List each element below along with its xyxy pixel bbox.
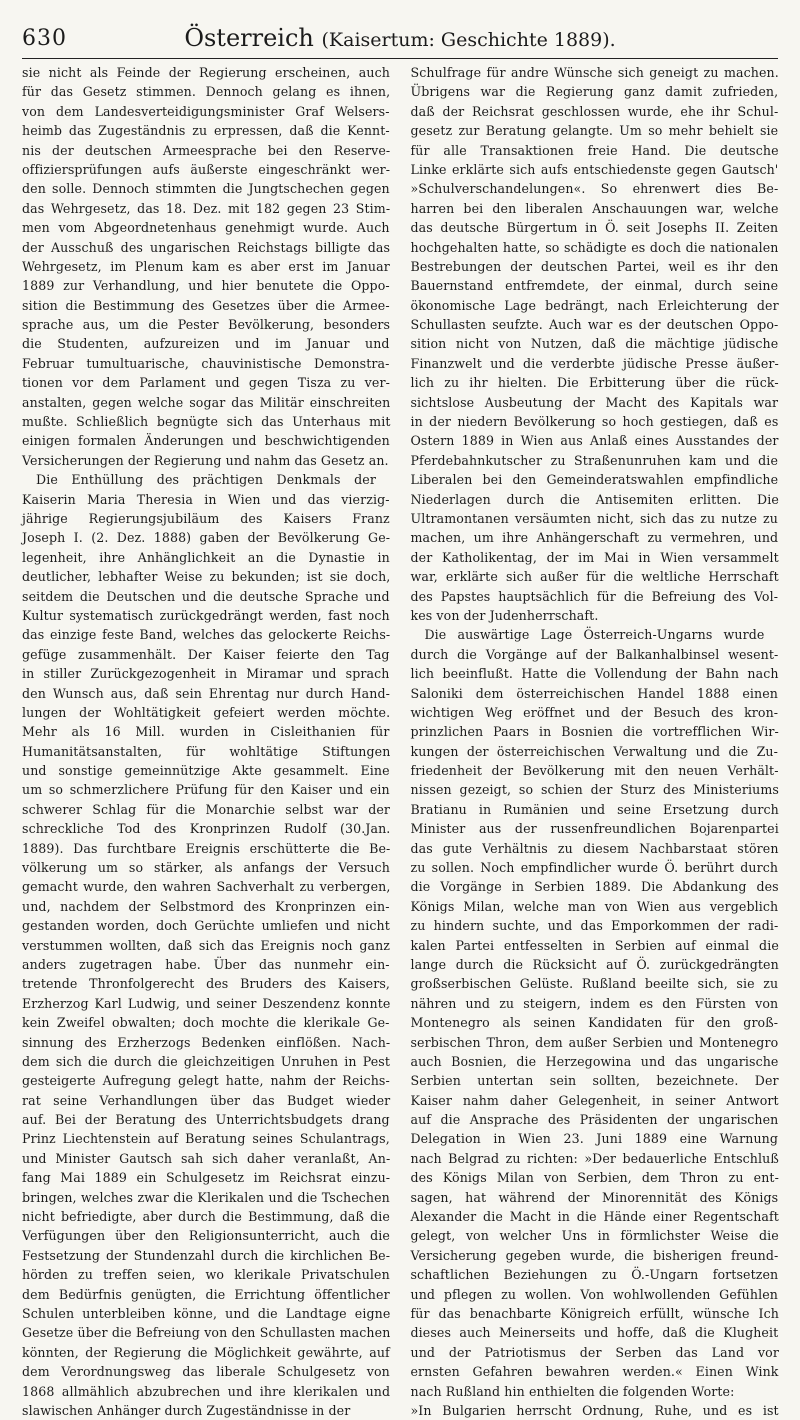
text-line: lich zu ihr hielten. Die Erbitterung über die rück- — [410, 375, 779, 391]
text-line: Schulen unterbleiben könne, und die Landtage eigne — [22, 1306, 391, 1321]
text-line: Gesetze über die Befreiung von den Schullasten machen — [22, 1325, 391, 1341]
text-line: Kaiser nahm daher Gelegenheit, in seiner Antwort — [410, 1092, 779, 1108]
text-line: Ultramontanen versäumten nicht, sich das zu nutze zu — [410, 510, 778, 526]
text-line: Erzherzog Karl Ludwig, und seiner Deszendenz konnte — [22, 995, 391, 1011]
text-line: Kultur systematisch zurückgedrängt werden, fast noch — [22, 607, 390, 623]
text-line: »Schulverschandelungen«. So ehrenwert dies Be- — [410, 181, 779, 197]
text-line: um so schmerzlichere Prüfung für den Kaiser und ein — [22, 782, 390, 798]
text-line: kungen der österreichischen Verwaltung und die Zu- — [410, 743, 778, 759]
text-line: kalen Partei entfesselten in Serbien auf einmal die — [410, 937, 779, 953]
text-line: Verfügungen über den Religionsunterricht, auch die — [22, 1228, 390, 1244]
text-line: serbischen Thron, dem außer Serbien und Montenegro — [410, 1034, 779, 1050]
right-column — [410, 63, 779, 1418]
text-line: sagen, hat während der Minorennität des Königs — [410, 1189, 779, 1205]
text-line: Versicherungen der Regierung und nahm das Gesetz an. — [22, 452, 389, 468]
text-line: lich beeinflußt. Hatte die Vollendung der Bahn nach — [410, 666, 779, 682]
text-line: gelegt, von welcher Uns in förmlichster Weise die — [410, 1228, 779, 1244]
text-line: Liberalen bei den Gemeinderatswahlen empfindliche — [410, 472, 779, 488]
text-line: des Papstes hauptsächlich für die Befreiung des Vol- — [410, 588, 779, 604]
text-line: in der niedern Bevölkerung so hoch gestiegen, daß es — [410, 414, 779, 430]
text-line: legenheit, ihre Anhänglichkeit an die Dynastie in — [22, 549, 390, 565]
text-line: und sonstige gemeinnützige Akte gesammelt. Eine — [22, 763, 390, 779]
text-line: anders zugetragen habe. Über das nunmehr ein- — [22, 956, 390, 972]
text-line: von dem Landesverteidigungsminister Graf Welsers- — [22, 103, 390, 119]
text-line: bringen, welches zwar die Klerikalen und die Tschechen — [22, 1189, 390, 1205]
text-line: sprache aus, um die Pester Bevölkerung, besonders — [22, 317, 391, 333]
text-line: gestanden worden, doch Gerüchte umliefen und nicht — [22, 918, 390, 934]
text-line: sie nicht als Feinde der Regierung erscheinen, auch — [22, 65, 390, 80]
text-line: für alle Transaktionen freie Hand. Die deutsche — [410, 142, 779, 158]
text-line: Pferdebahnkutscher zu Straßenunruhen kam und die — [410, 452, 778, 468]
text-line: dem Bedürfnis genügten, die Errichtung öffentlicher — [22, 1286, 390, 1302]
text-line: für das benachbarte Königreich erfüllt, wünsche Ich — [410, 1306, 779, 1321]
text-line: jährige Regierungsjubiläum des Kaisers Franz — [22, 510, 390, 526]
text-line: deutlicher, lebhafter Weise zu bekunden; ist sie doch, — [22, 569, 391, 585]
text-line: fang Mai 1889 ein Schulgesetz im Reichsrat einzu- — [22, 1170, 391, 1186]
text-line: men vom Abgeordnetenhaus genehmigt wurde. Auch — [22, 220, 390, 236]
text-line: seitdem die Deutschen und die deutsche Sprache und — [22, 588, 390, 604]
text-line: durch die Vorgänge auf der Balkanhalbinsel wesent- — [410, 646, 779, 662]
text-line: dem sich die durch die gleichzeitigen Unruhen in Pest — [22, 1053, 390, 1069]
text-line: Bratianu in Rumänien und seine Ersetzung durch — [410, 801, 779, 817]
text-line: wichtigen Weg eröffnet und der Besuch des kron- — [410, 704, 779, 720]
text-line: friedenheit der Bevölkerung mit den neuen Verhält- — [410, 763, 779, 779]
text-line: lange durch die Rücksicht auf Ö. zurückgedrängten — [410, 956, 779, 972]
text-line: völkerung um so stärker, als anfangs der Versuch — [22, 860, 390, 876]
text-line: Februar tumultuarische, chauvinistische Demonstra- — [22, 355, 390, 371]
text-line: sichtslose Ausbeutung der Macht des Kapitals war — [410, 394, 779, 410]
text-line: Humanitätsanstalten, für wohltätige Stiftungen — [22, 743, 391, 759]
text-line: »In Bulgarien herrscht Ordnung, Ruhe, und es ist — [410, 1402, 779, 1418]
text-line: sition nicht von Nutzen, daß die mächtige jüdische — [410, 336, 779, 352]
text-line: prinzlichen Paars in Bosnien die vortrefflichen Wir- — [410, 724, 779, 740]
text-line: das deutsche Bürgertum in Ö. seit Josephs II. Zeiten — [410, 220, 779, 236]
text-line: Die auswärtige Lage Österreich-Ungarns wurde — [424, 627, 765, 643]
text-line: einigen formalen Änderungen und beschwichtigenden — [22, 433, 390, 449]
text-line: Finanzwelt und die verderbte jüdische Presse äußer- — [410, 355, 779, 371]
text-line: Die Enthüllung des prächtigen Denkmals der — [36, 472, 376, 488]
text-line: ernsten Gefahren bewahren werden.« Einen Wink — [410, 1364, 779, 1380]
text-line: zu hindern suchte, und das Emporkommen der radi- — [410, 918, 779, 934]
text-line: könnten, der Regierung die Möglichkeit gewährte, auf — [22, 1344, 390, 1360]
text-line: und, nachdem der Selbstmord des Kronprinzen ein- — [22, 898, 390, 914]
text-line: Kaiserin Maria Theresia in Wien und das vierzig- — [22, 491, 390, 507]
text-line: hochgehalten hatte, so schädigte es doch die nationalen — [410, 239, 779, 255]
text-line: gesteigerte Aufregung gelegt hatte, nahm der Reichs- — [22, 1073, 390, 1089]
text-line: dieses auch Meinerseits und hoffe, daß die Klugheit — [410, 1325, 779, 1341]
text-line: Joseph I. (2. Dez. 1888) gaben der Bevölkerung Ge- — [22, 530, 391, 546]
text-line: Alexander die Macht in die Hände einer Regentschaft — [410, 1209, 779, 1225]
text-line: auf. Bei der Beratung des Unterrichtsbudgets drang — [22, 1112, 390, 1128]
text-line: Serbien untertan sein sollten, bezeichnete. Der — [410, 1073, 779, 1089]
left-column — [22, 63, 391, 1418]
text-columns — [22, 63, 779, 1418]
text-line: Niederlagen durch die Antisemiten erlitten. Die — [410, 491, 779, 507]
text-line: die Vorgänge in Serbien 1889. Die Abdankung des — [410, 879, 779, 895]
text-line: des Königs Milan von Serbien, dem Thron zu ent- — [410, 1170, 779, 1186]
text-line: war, erklärte sich außer für die weltliche Herrschaft — [410, 569, 779, 585]
text-line: Versicherung gegeben wurde, die bisherigen freund- — [410, 1247, 779, 1263]
text-line: 1889). Das furchtbare Ereignis erschütterte die Be- — [22, 840, 391, 856]
text-line: großserbischen Gelüste. Rußland beeilte sich, sie zu — [410, 976, 779, 992]
text-line: schaftlichen Beziehungen zu Ö.-Ungarn fortsetzen — [410, 1267, 779, 1283]
text-line: Mehr als 16 Mill. wurden in Cisleithanien für — [22, 724, 390, 740]
text-line: sinnung des Erzherzogs Bedenken einflößen. Nach- — [22, 1034, 391, 1050]
text-line: gemacht wurde, den wahren Sachverhalt zu verbergen, — [22, 879, 391, 895]
text-line: gesetz zur Beratung gelangte. Um so mehr behielt sie — [410, 123, 779, 139]
text-line: dem Verordnungsweg das liberale Schulgesetz von — [22, 1364, 390, 1380]
text-line: Übrigens war die Regierung ganz damit zufrieden, — [410, 84, 779, 100]
text-line: Montenegro als seinen Kandidaten für den groß- — [410, 1015, 779, 1031]
text-line: in stiller Zurückgezogenheit in Miramar und sprach — [22, 666, 390, 682]
running-head-title: Österreich — [184, 24, 314, 52]
text-line: ökonomische Lage bedrängt, nach Erleichterung der — [410, 297, 779, 313]
text-line: und der Patriotismus der Serben das Land vor — [410, 1344, 779, 1360]
text-line: verstummen wollten, daß sich das Ereignis noch ganz — [22, 937, 391, 953]
text-line: den solle. Dennoch stimmten die Jungtschechen gegen — [22, 181, 390, 197]
text-line: anstalten, gegen welche sogar das Militär einschreiten — [22, 394, 391, 410]
text-line: Bestrebungen der deutschen Partei, weil es ihr den — [410, 258, 779, 274]
text-line: und Minister Gautsch sah sich daher veranlaßt, An- — [22, 1150, 391, 1166]
text-line: hörden zu treffen seien, wo klerikale Privatschulen — [22, 1267, 390, 1283]
page-header — [22, 22, 778, 58]
text-line: zu sollen. Noch empfindlicher wurde Ö. berührt durch — [410, 860, 779, 876]
text-line: gefüge zusammenhält. Der Kaiser feierte den Tag — [22, 646, 390, 662]
text-line: Königs Milan, welche man von Wien aus vergeblich — [410, 898, 779, 914]
text-line: Schulfrage für andre Wünsche sich geneigt zu machen. — [410, 65, 779, 80]
text-line: kes von der Judenherrschaft. — [410, 607, 599, 623]
text-line: rat seine Verhandlungen über das Budget wieder — [22, 1092, 391, 1108]
text-line: auch Bosnien, die Herzegowina und das ungarische — [410, 1053, 779, 1069]
text-line: lungen der Wohltätigkeit gefeiert werden möchte. — [22, 704, 391, 720]
text-line: nähren und zu steigern, indem es den Fürsten von — [410, 995, 779, 1011]
text-line: mußte. Schließlich begnügte sich das Unterhaus mit — [22, 414, 391, 430]
text-line: Delegation in Wien 23. Juni 1889 eine Warnung — [410, 1131, 779, 1147]
text-line: der Katholikentag, der im Mai in Wien versammelt — [410, 549, 779, 565]
text-line: Linke erklärte sich aufs entschiedenste gegen Gautsch' — [410, 161, 779, 177]
text-line: heimb das Zugeständnis zu erpressen, daß die Kennt- — [22, 123, 390, 139]
text-line: 1889 zur Verhandlung, und hier benutete die Oppo- — [22, 278, 390, 294]
text-line: nach Belgrad zu richten: »Der bedauerliche Entschluß — [410, 1150, 779, 1166]
text-line: tionen vor dem Parlament und gegen Tisza zu ver- — [22, 375, 390, 391]
text-line: Minister aus der russenfreundlichen Bojarenpartei — [410, 821, 779, 837]
text-line: das einzige feste Band, welches das gelockerte Reichs- — [22, 627, 391, 643]
text-line: Prinz Liechtenstein auf Beratung seines Schulantrags, — [22, 1131, 390, 1147]
running-head — [22, 24, 778, 52]
text-line: Festsetzung der Stundenzahl durch die kirchlichen Be- — [22, 1247, 391, 1263]
text-line: für das Gesetz stimmen. Dennoch gelang es ihnen, — [22, 84, 391, 100]
text-line: Schullasten seufzte. Auch war es der deutschen Oppo- — [410, 317, 779, 333]
text-line: schwerer Schlag für die Monarchie selbst war der — [22, 801, 391, 817]
text-line: slawischen Anhänger durch Zugeständnisse in der — [22, 1402, 351, 1418]
text-line: machen, um ihre Anhängerschaft zu vermehren, und — [410, 530, 779, 546]
text-line: tretende Thronfolgerecht des Bruders des Kaisers, — [22, 976, 390, 992]
text-line: der Ausschuß des ungarischen Reichstags billigte das — [22, 239, 391, 255]
text-line: nach Rußland hin enthielten die folgenden Worte: — [410, 1383, 735, 1399]
text-line: harren bei den liberalen Anschauungen war, welche — [410, 200, 779, 216]
text-line: Wehrgesetz, im Plenum kam es aber erst im Januar — [22, 258, 390, 274]
text-line: Ostern 1889 in Wien aus Anlaß eines Ausstandes der — [410, 433, 779, 449]
text-line: 1868 allmählich abzubrechen und ihre klerikalen und — [22, 1383, 391, 1399]
text-line: und pflegen zu wollen. Von wohlwollenden Gefühlen — [410, 1286, 778, 1302]
text-line: den Wunsch aus, daß sein Ehrentag nur durch Hand- — [22, 685, 390, 701]
text-line: auf die Ansprache des Präsidenten der ungarischen — [410, 1112, 779, 1128]
text-line: sition die Bestimmung des Gesetzes über die Armee- — [22, 297, 390, 313]
text-line: Saloniki dem österreichischen Handel 1888 einen — [410, 685, 779, 701]
page-number: 630 — [22, 26, 67, 51]
text-line: nis der deutschen Armeesprache bei den Reserve- — [22, 142, 391, 158]
text-line: schreckliche Tod des Kronprinzen Rudolf (30.Jan. — [22, 821, 391, 837]
text-line: kein Zweifel obwalten; doch mochte die klerikale Ge- — [22, 1015, 390, 1031]
text-line: das Wehrgesetz, das 18. Dez. mit 182 gegen 23 Stim- — [22, 200, 391, 216]
text-line: daß der Reichsrat geschlossen wurde, ehe ihr Schul- — [410, 103, 779, 119]
text-line: nicht befriedigte, aber durch die Bestimmung, daß die — [22, 1209, 390, 1225]
header-rule — [22, 58, 778, 59]
text-line: Bauernstand entfremdete, der einmal, durch seine — [410, 278, 779, 294]
running-head-subtitle: (Kaisertum: Geschichte 1889). — [321, 29, 616, 51]
text-line: offiziersprüfungen aufs äußerste eingeschränkt wer- — [22, 161, 391, 177]
text-line: die Studenten, aufzureizen und im Januar und — [22, 336, 390, 352]
text-line: das gute Verhältnis zu diesem Nachbarstaat stören — [410, 840, 779, 856]
text-line: nissen gezeigt, so schien der Sturz des Ministeriums — [410, 782, 779, 798]
